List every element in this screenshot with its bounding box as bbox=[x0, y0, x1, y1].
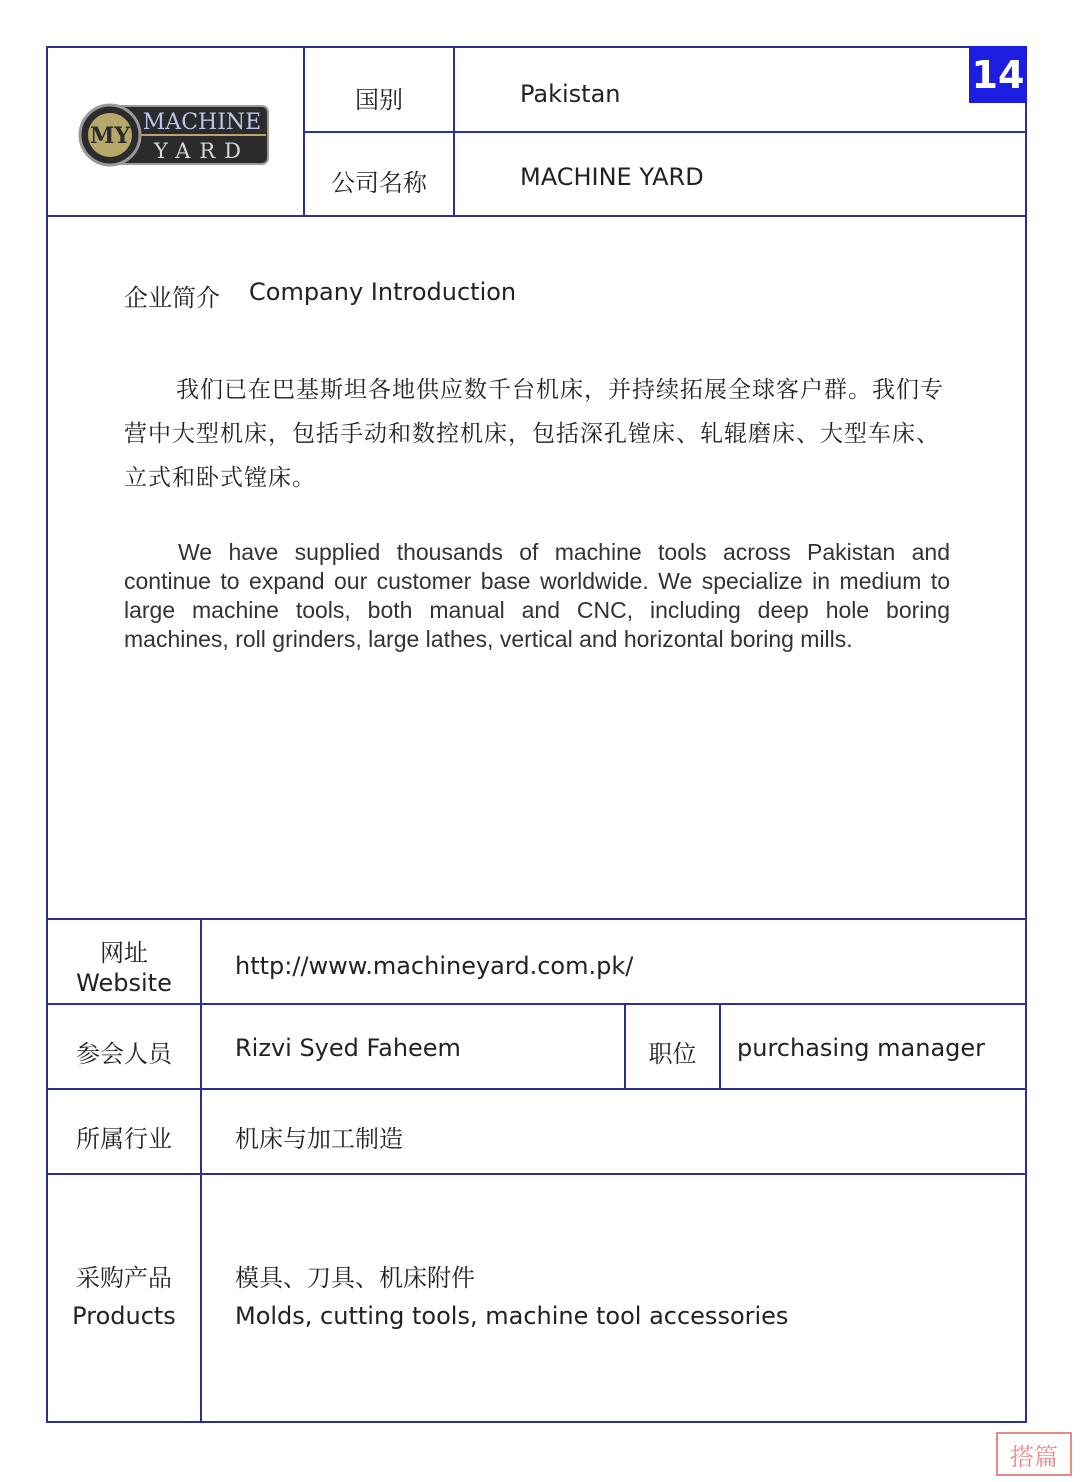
logo-icon bbox=[78, 102, 270, 168]
intro-title-en: Company Introduction bbox=[249, 278, 517, 306]
position-value: purchasing manager bbox=[737, 1034, 986, 1062]
products-value-en: Molds, cutting tools, machine tool accessories bbox=[235, 1302, 789, 1330]
divider bbox=[46, 215, 1027, 217]
intro-body-zh: 我们已在巴基斯坦各地供应数千台机床，并持续拓展全球客户群。我们专营中大型机床，包括手动和数控机床，包括深孔镗床、轧辊磨床、大型车床、立式和卧式镗床。 bbox=[124, 377, 944, 491]
divider bbox=[46, 1173, 1027, 1175]
country-value: Pakistan bbox=[520, 80, 621, 108]
divider bbox=[200, 918, 202, 1423]
svg-text:MY: MY bbox=[89, 123, 131, 149]
intro-title-zh: 企业简介 bbox=[124, 284, 220, 312]
divider bbox=[46, 918, 1027, 920]
attendee-label: 参会人员 bbox=[76, 1040, 172, 1068]
country-label: 国别 bbox=[355, 86, 403, 114]
company-name-value: MACHINE YARD bbox=[520, 163, 704, 191]
position-label: 职位 bbox=[648, 1040, 697, 1068]
divider bbox=[453, 46, 455, 217]
products-label-en: Products bbox=[72, 1302, 176, 1330]
company-name-label: 公司名称 bbox=[331, 169, 427, 197]
website-label-en: Website bbox=[76, 969, 172, 997]
watermark-stamp: 搭篇 bbox=[996, 1432, 1072, 1476]
products-value-zh: 模具、刀具、机床附件 bbox=[235, 1264, 475, 1292]
divider bbox=[303, 131, 1027, 133]
divider bbox=[46, 1003, 1027, 1005]
svg-text:MACHINE: MACHINE bbox=[142, 110, 262, 135]
intro-body-en: We have supplied thousands of machine tools across Pakistan and continue to expand our customer base worldwide. We specialize in medium to large machine tools, both manual and CNC, including deep hole boring machines, roll grinders, large lathes, vertical and horizontal boring mills. bbox=[124, 539, 950, 652]
attendee-value: Rizvi Syed Faheem bbox=[235, 1034, 461, 1062]
divider bbox=[719, 1003, 721, 1090]
page-number-badge: 14 bbox=[969, 46, 1027, 103]
products-label-zh: 采购产品 bbox=[76, 1264, 172, 1292]
website-label-zh: 网址 bbox=[100, 939, 148, 967]
industry-label: 所属行业 bbox=[76, 1125, 172, 1153]
company-logo bbox=[78, 102, 270, 168]
divider bbox=[46, 1088, 1027, 1090]
svg-text:YARD: YARD bbox=[153, 139, 251, 163]
profile-card bbox=[46, 46, 1027, 1423]
website-link[interactable]: http://www.machineyard.com.pk/ bbox=[235, 952, 634, 980]
industry-value: 机床与加工制造 bbox=[235, 1125, 403, 1153]
